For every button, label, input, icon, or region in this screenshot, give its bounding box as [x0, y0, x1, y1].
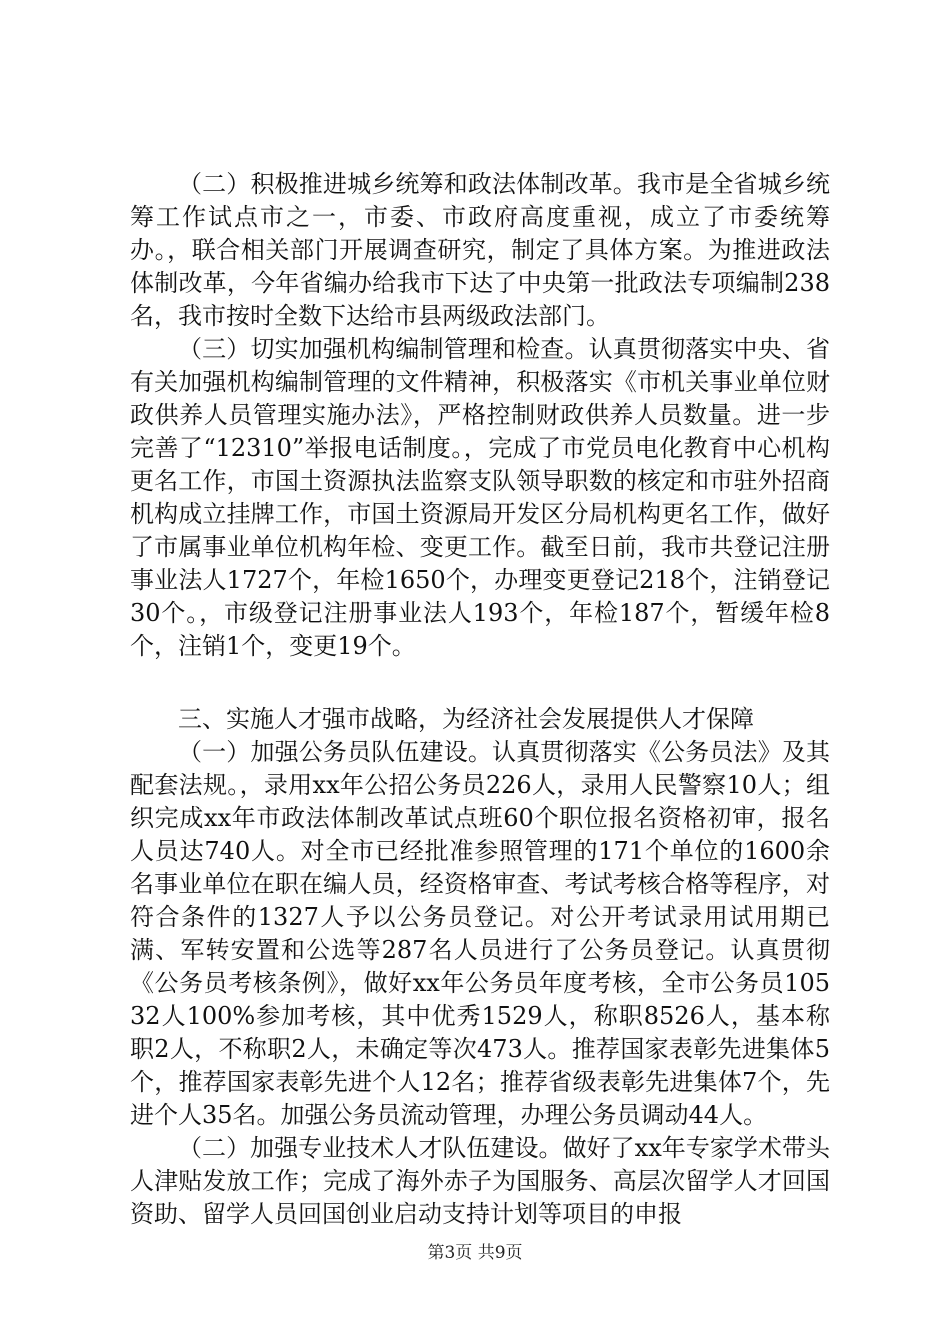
document-body	[130, 168, 830, 1231]
section-spacer	[130, 663, 830, 703]
paragraph-organization-management: （三）切实加强机构编制管理和检查。认真贯彻落实中央、省有关加强机构编制管理的文件精神，积极落实《市机关事业单位财政供养人员管理实施办法》，严格控制财政供养人员数量。进一步完善了“12310”举报电话制度。，完成了市党员电化教育中心机构更名工作，市国土资源执法监察支队领导职数的核定和市驻外招商机构成立挂牌工作，市国土资源局开发区分局机构更名工作，做好了市属事业单位机构年检、变更工作。截至日前，我市共登记注册事业法人1727个，年检1650个，办理变更登记218个，注销登记30个。，市级登记注册事业法人193个，年检187个，暂缓年检8个，注销1个，变更19个。	[130, 335, 830, 660]
paragraph-urban-rural-reform: （二）积极推进城乡统筹和政法体制改革。我市是全省城乡统筹工作试点市之一，市委、市政府高度重视，成立了市委统筹办。，联合相关部门开展调查研究，制定了具体方案。为推进政法体制改革，今年省编办给我市下达了中央第一批政法专项编制238名，我市按时全数下达给市县两级政法部门。	[130, 170, 830, 330]
paragraph-civil-servants: （一）加强公务员队伍建设。认真贯彻落实《公务员法》及其配套法规。，录用xx年公招公务员226人，录用人民警察10人；组织完成xx年市政法体制改革试点班60个职位报名资格初审，报名人员达740人。对全市已经批准参照管理的171个单位的1600余名事业单位在职在编人员，经资格审查、考试考核合格等程序，对符合条件的1327人予以公务员登记。对公开考试录用试用期已满、军转安置和公选等287名人员进行了公务员登记。认真贯彻《公务员考核条例》，做好xx年公务员年度考核，全市公务员10532人100%参加考核，其中优秀1529人，称职8526人，基本称职2人，不称职2人，未确定等次473人。推荐国家表彰先进集体5个，推荐国家表彰先进个人12名；推荐省级表彰先进集体7个，先进个人35名。加强公务员流动管理，办理公务员调动44人。	[130, 738, 830, 1129]
section-heading-talent-strategy: 三、实施人才强市战略，为经济社会发展提供人才保障	[178, 705, 754, 733]
page-number-footer: 第3页 共9页	[427, 1243, 523, 1263]
paragraph-professional-talent: （二）加强专业技术人才队伍建设。做好了xx年专家学术带头人津贴发放工作；完成了海外赤子为国服务、高层次留学人才回国资助、留学人员回国创业启动支持计划等项目的申报	[130, 1134, 830, 1228]
